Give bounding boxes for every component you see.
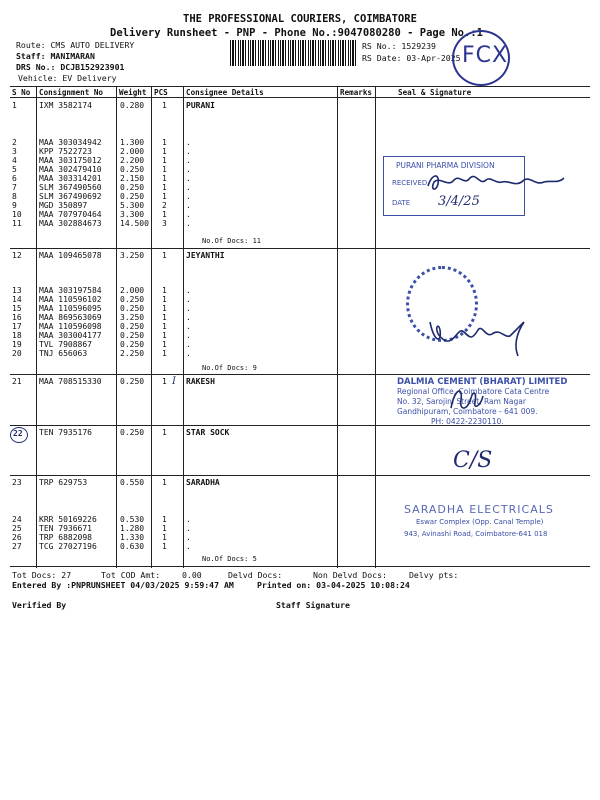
cell-consignment: MAA 707970464 (39, 210, 102, 219)
rs-date: RS Date: 03-Apr-2025 (362, 53, 461, 63)
cell-consignment: TEN 7936671 (39, 524, 92, 533)
handwritten-cs: C/S (453, 448, 493, 473)
cell-weight: 14.500 (120, 219, 149, 228)
cell-consignment: SLM 367490560 (39, 183, 102, 192)
saradha-stamp-line: Eswar Complex (Opp. Canal Temple) (416, 518, 544, 526)
handwritten-pcs-mark: I (172, 376, 176, 387)
cell-consignee: . (186, 533, 191, 542)
cell-consignment: MAA 302479410 (39, 165, 102, 174)
cell-pcs: 1 (162, 183, 167, 192)
cell-pcs: 1 (162, 524, 167, 533)
runsheet-title: Delivery Runsheet - PNP - Phone No.:9047080280 - Page No.:1 (110, 27, 483, 39)
cell-consignee: . (186, 192, 191, 201)
cell-pcs: 1 (162, 478, 167, 487)
cell-consignee: . (186, 304, 191, 313)
group-rule (10, 475, 590, 476)
cell-consignment: MAA 303175012 (39, 156, 102, 165)
cell-consignee: . (186, 322, 191, 331)
cell-consignee: . (186, 165, 191, 174)
col-divider (375, 86, 376, 568)
cell-sno: 13 (12, 286, 22, 295)
jeyanthi-signature (420, 312, 540, 362)
cell-pcs: 1 (162, 304, 167, 313)
cell-consignee: . (186, 286, 191, 295)
delivered-docs: Delvd Docs: (228, 570, 283, 580)
staff-signature: Staff Signature (276, 600, 350, 610)
cell-pcs: 1 (162, 349, 167, 358)
cell-pcs: 1 (162, 533, 167, 542)
verified-by: Verified By (12, 600, 67, 610)
cell-consignee: . (186, 295, 191, 304)
cell-pcs: 1 (162, 515, 167, 524)
col-header-pcs: PCS (154, 88, 168, 97)
cell-pcs: 1 (162, 101, 167, 110)
cell-sno: 9 (12, 201, 17, 210)
col-header-consignee: Consignee Details (186, 88, 264, 97)
cell-sno: 21 (12, 377, 22, 386)
cell-sno: 16 (12, 313, 22, 322)
cell-sno: 15 (12, 304, 22, 313)
purani-stamp-date: DATE (392, 199, 411, 207)
cell-consignee: . (186, 349, 191, 358)
cell-pcs: 2 (162, 201, 167, 210)
total-docs: Tot Docs: 27 (12, 570, 72, 580)
table-top-rule (10, 86, 590, 87)
cell-weight: 2.150 (120, 174, 145, 183)
cell-sno: 7 (12, 183, 17, 192)
cell-consignment: MAA 302884673 (39, 219, 102, 228)
company-title: THE PROFESSIONAL COURIERS, COIMBATORE (183, 13, 417, 25)
dalmia-stamp-line: Gandhipuram, Coimbatore - 641 009. (397, 407, 538, 416)
cell-pcs: 1 (162, 174, 167, 183)
cell-sno: 11 (12, 219, 22, 228)
cell-pcs: 1 (162, 322, 167, 331)
cell-pcs: 1 (162, 251, 167, 260)
cell-consignee: . (186, 210, 191, 219)
cell-sno: 8 (12, 192, 17, 201)
cell-sno: 20 (12, 349, 22, 358)
cell-weight: 5.300 (120, 201, 145, 210)
handwritten-circle (10, 427, 28, 443)
cell-consignment: MAA 109465078 (39, 251, 102, 260)
cell-consignment: MAA 869563069 (39, 313, 102, 322)
group-rule (10, 248, 590, 249)
cell-weight: 0.530 (120, 515, 145, 524)
cell-weight: 0.250 (120, 331, 145, 340)
cell-pcs: 1 (162, 165, 167, 174)
cell-pcs: 1 (162, 295, 167, 304)
cell-weight: 0.250 (120, 295, 145, 304)
dalmia-stamp-line: No. 32, Sarojini Street, Ram Nagar (397, 397, 526, 406)
cell-consignment: MAA 110596102 (39, 295, 102, 304)
cell-consignment: MAA 110596098 (39, 322, 102, 331)
cell-sno: 4 (12, 156, 17, 165)
barcode (230, 40, 358, 66)
cell-sno: 18 (12, 331, 22, 340)
cell-consignment: MAA 303197584 (39, 286, 102, 295)
cell-consignee: . (186, 147, 191, 156)
cell-pcs: 1 (162, 542, 167, 551)
table-header-rule (10, 97, 590, 98)
saradha-stamp (404, 504, 554, 540)
cell-sno: 10 (12, 210, 22, 219)
cell-consignment: MGD 350897 (39, 201, 88, 210)
printed-on: Printed on: 03-04-2025 10:08:24 (257, 580, 410, 590)
cell-pcs: 1 (162, 331, 167, 340)
col-header-remarks: Remarks (340, 88, 373, 97)
group-rule (10, 374, 590, 375)
cell-consignee: . (186, 515, 191, 524)
cell-sno: 6 (12, 174, 17, 183)
cell-consignee: PURANI (186, 101, 215, 110)
cell-consignment: MAA 110596095 (39, 304, 102, 313)
cell-weight: 2.250 (120, 349, 145, 358)
table-bottom-rule (10, 566, 590, 567)
cell-consignee: STAR SOCK (186, 428, 230, 437)
cell-weight: 1.300 (120, 138, 145, 147)
total-cod-label: Tot COD Amt: (101, 570, 161, 580)
cell-weight: 0.250 (120, 304, 145, 313)
purani-stamp-received: RECEIVED (392, 179, 428, 187)
total-cod-value: 0.00 (182, 570, 202, 580)
cell-consignment: MAA 303314201 (39, 174, 102, 183)
cell-consignee: RAKESH (186, 377, 215, 386)
dalmia-stamp-phone: PH: 0422-2230110. (431, 417, 504, 426)
cell-sno: 17 (12, 322, 22, 331)
fcx-stamp-text: FCX (462, 43, 509, 68)
handwritten-received-date: 3/4/25 (438, 194, 480, 209)
purani-stamp-title: PURANI PHARMA DIVISION (396, 161, 495, 170)
rs-number: RS No.: 1529239 (362, 41, 436, 51)
cell-consignee: . (186, 331, 191, 340)
cell-consignee: JEYANTHI (186, 251, 225, 260)
cell-consignment: KPP 7522723 (39, 147, 92, 156)
col-header-sno: S No (12, 88, 31, 97)
handwritten-sno: 22 (13, 429, 23, 438)
cell-sno: 23 (12, 478, 22, 487)
cell-weight: 0.250 (120, 428, 145, 437)
col-divider (337, 86, 338, 568)
purani-signature (420, 168, 570, 218)
vehicle: Vehicle: EV Delivery (18, 73, 117, 83)
cell-sno: 27 (12, 542, 22, 551)
col-divider (116, 86, 117, 568)
drs-number: DRS No.: DCJB152923901 (16, 62, 125, 72)
col-divider (151, 86, 152, 568)
cell-pcs: 1 (162, 377, 167, 386)
cell-sno: 12 (12, 251, 22, 260)
cell-pcs: 1 (162, 286, 167, 295)
cell-consignment: TRP 629753 (39, 478, 88, 487)
cell-sno: 19 (12, 340, 22, 349)
cell-weight: 2.000 (120, 286, 145, 295)
cell-consignment: IXM 3582174 (39, 101, 92, 110)
cell-pcs: 1 (162, 428, 167, 437)
doc-count: No.Of Docs: 9 (202, 364, 257, 372)
cell-consignment: MAA 708515330 (39, 377, 102, 386)
cell-sno: 1 (12, 101, 17, 110)
cell-consignment: TRP 6882098 (39, 533, 92, 542)
cell-pcs: 1 (162, 156, 167, 165)
cell-consignee: . (186, 524, 191, 533)
col-divider (183, 86, 184, 568)
cell-sno: 26 (12, 533, 22, 542)
dalmia-stamp-line: Regional Office, Coimbatore Cata Centre (397, 387, 550, 396)
col-header-seal: Seal & Signature (398, 88, 472, 97)
cell-sno: 5 (12, 165, 17, 174)
cell-weight: 0.250 (120, 322, 145, 331)
fcx-stamp (452, 30, 510, 86)
cell-sno: 14 (12, 295, 22, 304)
cell-consignee: . (186, 174, 191, 183)
cell-sno: 24 (12, 515, 22, 524)
cell-consignment: TVL 7908867 (39, 340, 92, 349)
doc-count: No.Of Docs: 11 (202, 237, 262, 245)
cell-consignee: . (186, 542, 191, 551)
cell-sno: 25 (12, 524, 22, 533)
cell-weight: 0.280 (120, 101, 145, 110)
cell-weight: 0.250 (120, 340, 145, 349)
cell-consignee: SARADHA (186, 478, 220, 487)
cell-pcs: 1 (162, 340, 167, 349)
entered-by: Entered By :PNPRUNSHEET 04/03/2025 9:59:47 AM (12, 580, 234, 590)
col-header-weight: Weight (119, 88, 147, 97)
cell-weight: 1.280 (120, 524, 145, 533)
cell-weight: 1.330 (120, 533, 145, 542)
cell-weight: 2.200 (120, 156, 145, 165)
dalmia-stamp-title: DALMIA CEMENT (BHARAT) LIMITED (397, 377, 568, 387)
cell-consignment: KRR 50169226 (39, 515, 97, 524)
cell-pcs: 1 (162, 138, 167, 147)
cell-consignment: SLM 367490692 (39, 192, 102, 201)
cell-weight: 3.250 (120, 313, 145, 322)
col-header-consignment: Consignment No (39, 88, 104, 97)
cell-weight: 0.250 (120, 377, 145, 386)
cell-weight: 0.250 (120, 183, 145, 192)
cell-weight: 3.250 (120, 251, 145, 260)
cell-weight: 0.250 (120, 192, 145, 201)
cell-consignee: . (186, 201, 191, 210)
cell-consignee: . (186, 313, 191, 322)
dalmia-signature (445, 382, 485, 418)
route: Route: CMS AUTO DELIVERY (16, 40, 135, 50)
cell-consignment: MAA 303034942 (39, 138, 102, 147)
cell-pcs: 1 (162, 313, 167, 322)
delivery-points: Delvy pts: (409, 570, 459, 580)
cell-pcs: 1 (162, 192, 167, 201)
cell-consignee: . (186, 219, 191, 228)
col-divider (36, 86, 37, 568)
cell-weight: 0.550 (120, 478, 145, 487)
cell-pcs: 3 (162, 219, 167, 228)
cell-sno: 3 (12, 147, 17, 156)
cell-consignment: TCG 27027196 (39, 542, 97, 551)
cell-consignment: TEN 7935176 (39, 428, 92, 437)
cell-weight: 2.000 (120, 147, 145, 156)
cell-weight: 0.250 (120, 165, 145, 174)
saradha-stamp-line: 943, Avinashi Road, Coimbatore-641 018 (404, 530, 548, 538)
cell-weight: 0.630 (120, 542, 145, 551)
cell-consignee: . (186, 138, 191, 147)
cell-consignee: . (186, 340, 191, 349)
cell-pcs: 1 (162, 147, 167, 156)
cell-weight: 3.300 (120, 210, 145, 219)
saradha-stamp-title: SARADHA ELECTRICALS (404, 503, 554, 516)
non-delivered-docs: Non Delvd Docs: (313, 570, 387, 580)
cell-sno: 2 (12, 138, 17, 147)
doc-count: No.Of Docs: 5 (202, 555, 257, 563)
cell-consignment: TNJ 656063 (39, 349, 88, 358)
staff: Staff: MANIMARAN (16, 51, 95, 61)
cell-consignee: . (186, 156, 191, 165)
cell-consignment: MAA 303004177 (39, 331, 102, 340)
cell-pcs: 1 (162, 210, 167, 219)
cell-consignee: . (186, 183, 191, 192)
